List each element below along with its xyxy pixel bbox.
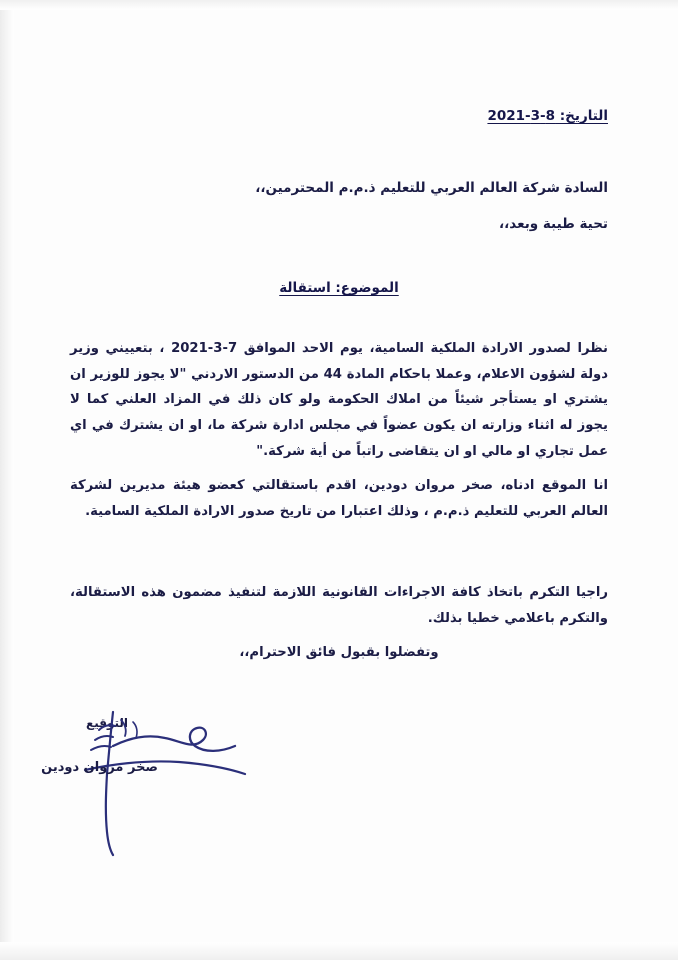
letter-paragraph-1: نظرا لصدور الارادة الملكية السامية، يوم الاحد الموافق 7-3-2021 ، بتعييني وزير دولة لشؤون الاعلام، وعملا باحكام المادة 44 من الدستور الاردني "لا يجوز للوزير ان يشتري او يستأجر شيئاً من املاك الحكومة ولو كان ذلك في المزاد العلني كما لا يجوز له اثناء وزارته ان يكون عضواً في مجلس ادارة شركة ما، او ان يشترك في اي عمل تجاري او مالي او ان يتقاضى راتباً من أية شركة." xyxy=(70,341,608,459)
letter-recipient: السادة شركة العالم العربي للتعليم ذ.م.م المحترمين،، xyxy=(255,180,608,196)
letter-greeting: تحية طيبة وبعد،، xyxy=(499,216,608,232)
signature-label: التوقيع xyxy=(86,716,128,730)
letter-paragraph-3: راجيا التكرم باتخاذ كافة الاجراءات القانونية اللازمة لتنفيذ مضمون هذه الاستقالة، والتكرم باعلامي خطيا بذلك. xyxy=(70,585,608,626)
letter-paragraph-2: انا الموقع ادناه، صخر مروان دودين، اقدم باستقالتي كعضو هيئة مديرين لشركة العالم العربي للتعليم ذ.م.م ، وذلك اعتبارا من تاريخ صدور الارادة الملكية السامية. xyxy=(70,478,608,519)
letter-closing: وتفضلوا بقبول فائق الاحترام،، xyxy=(239,645,439,660)
letter-date: التاريخ: 8-3-2021 xyxy=(487,108,608,124)
signature-name: صخر مروان دودين xyxy=(41,760,158,775)
letter-subject: الموضوع: استقالة xyxy=(279,280,399,296)
